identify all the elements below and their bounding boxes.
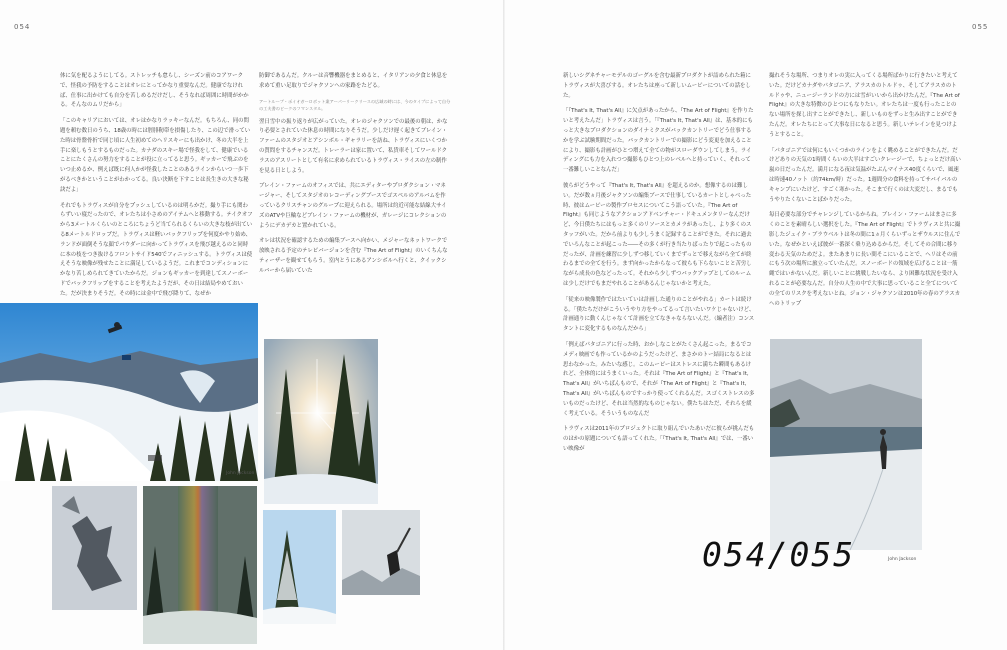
folio-right: 055 (972, 23, 989, 31)
paragraph: 防御であるんだ。クルーは音響機器をまとめると、イタリアンの夕食と休息を求めて重い足取りでジャクソンへの家路をたどる。 (259, 73, 448, 89)
photo-credit: John Jackson (888, 557, 917, 562)
paragraph: 体に気を配るようにしてる。ストレッチも怠らし、シーズン前のコアワークで、怪我の予防をすることはオレにとってかなり重要なんだ。健康でなければ、仕事に出かけても自分を苦しめるだけだし、そうなれば周囲に時間がかかる。そんなのムリだから」 (60, 73, 249, 109)
photo-snowy-tree (263, 510, 336, 624)
folio-left: 054 (14, 23, 31, 31)
paragraph: 毎日必要な部分でチャレンジしているからね。ブレイン・ファームはまさに多くのことを素晴らしい選択をした。『The Art of Flight』でトラヴィスと共に撮影したジェイク・ブラウベルトは冬の間に1ヵ月くらいずっとザウルスに住んでいた。なぜかといえば彼が一番深く乗り込めるからだ。そしてその合間に移り変わる天気のためだよ。またあまりに長い間そこにいることで、ヘリはその前にもう次の場所に旅立っていたんだ。スノーボードの領域を広げることは一筋縄ではいかないんだ。新しいことに挑戦したいなら、より困難な状況を受け入れることが必要なんだ。自分の人生の中で大事に思っていること全てについての全てのリスクを考えないとね。ジョン・ジャクソンは2010年の春のアラスカへのトリップ (769, 212, 961, 307)
paragraph: ブレイン・ファームのオフィスでは、共にエディターやプロダクション・マネージャー、そしてスタジオのレコーディングブースでゴスペルのアルバムを作っているクリスチャンのグループに迎えられる。場所は約近可能な結線大サイズのATVや巨輪などブレイン・ファームの機材が、ガレージにコレクションのようにデカデカと置かれている。 (259, 183, 447, 229)
left-column-2 (259, 72, 451, 304)
photo-lake-hiker (770, 339, 922, 562)
paragraph: 「このキャリアにおいては、オレはかなりラッキーなんだ。もちろん、同の問題を頼む数日のうち、18歳の時には脛腓靭帯を損傷したり、この辺で滑っていた時は骨盤骨折で同じ頃に人生初めてのヘリスキーにも出かけ、冬の大半を上手に楽しもうとするものだった。カナダのスキー場で怪我をして、健康でいることにたくさんの努力をすることが役に立ってると思う。ギッカーで飛ぶのをいつ止めるか、例えば既に何人かが怪我したことのあるラインからいつ一歩下がるべきかということがわかってる。良い決断を下すことは長生きの大きな秘訣だよ」 (60, 118, 251, 193)
paragraph: 新しいシグネチャーモデルのゴーグルを含む最新プロダクトが詰められた箱にトラヴィスが大喜びする。オレたちは座って新しいムービーについての話をした。 (563, 73, 751, 99)
photo-ski-jump (0, 303, 258, 481)
page-gutter (503, 0, 505, 650)
page-number-display: 054/055 (702, 535, 856, 574)
paragraph: 彼らがどうやって『That's It, That's All』を超えるのか。想像するのは難しい。だが数ヵ月後ジャクソンの編集ブースで仕事しているカートとしゃべった時、彼はムービーの製作プロセスについてこう語っていた。『The Art of Flight』も同じようなアクションアドベンチャー・ドキュメンタリーなんだけど、今日僕たちにはもっと多くのリソースとカメラがあったし、より多くのスタッフがいた。だから前よりも少しうまく記録することができた。それに過去でいろんなことが起こった――その多くが行き当たりばったりで起こったものだったが、計画を練習に少しずつ移していくまでずっとで移えながら全てが終わるまでの全てを行う。まず向かったからなって彼らも下らないことと苦労しながら成長の色などったって。それから少しずつバックアップとしてのルームは少しだけでもまだやれることがあるんじゃないかと考えた。 (563, 182, 752, 287)
paragraph: 撮れそうな場所、つまりオレの実に入ってくる場所ばかりに行きたいと考えていた。だけどカナダやパタゴニア、アラスカのトルドゥ、そしてアラスカのトルドゥや、ニュージーランドの方には雪がいいから出かけたんだ。『The Art of Flight』の大きな特徴のひとつにもなりたい。オレたちは一度も行ったことのない場所を探し出すことができたし、新しいものをずっと生み出すことができたんだ。オレたちにとって大事な日になると思う。新しいテレインを見つけようとすること。 (769, 73, 960, 138)
paragraph: 「『That's It, That's All』に欠点があったから、『The Art of Flight』を作りたいと考えたんだ」トラヴィスは言う。「『That's It, That's All』は、基本的にもっと大きなプロダクションのダイナミクスがバックカントリーでどう仕事するかを学ぶ試験期間だった。バックカントリーでの撮影にどう変更を加えることにより、撮影も計画がひとつ増えて全ての物がスローダウンしてしまう。ライディングにも力を入れつつ撮影もひとつ上のレベルへと持っていく、それって一番難しいことなんだ」 (563, 108, 754, 174)
right-column-1 (563, 72, 755, 584)
paragraph: オレは状況を確認するための編集ブースへ向かい、メジャーなネットワークで放映される予定のテレビバージョンを含む『The Art of Flight』のいくちんなティーザーを観せてもらう。室内とうにあるアンシボルへ行くと、クイックシルバーから届いていた (259, 238, 448, 274)
photo-shadow-snow (52, 486, 137, 610)
paragraph: 「例えばパタゴニアに行った時、おかしなことがたくさん起こった。まるでコメディ映画でも作っているかのようだったけど、まさかのトー結局になるとは思わなかった。みたいな感じ。このムービーはストレスに満ちた瞬間もあるけれど、全体的にはうまくいった。それは『The Art of Flight』と『That's It, That's All』がいちばんもので、それが『The Art of Flight』と『That's It, That's All』がいちばんものですっかり使ってくれるんだ。スゴくストレスの多いものだったけど、それは当然的なものじゃない。僕たちはただ、それらを緩く考えている。そういうものなんだ (563, 341, 755, 417)
paragraph: 「パタゴニアでは何にもいくつかのラインをよく眺めることができたんだ。だけどありの天気の1時間くらいの大半はすごいクレージーで、ちょっとだけ高い嵐の日だったんだ。満月になる夜は気温がたぶんマイナス40度くらいで、風速は時速40ノット（約74km/時）だった。1週間分の食料を持ってサバイバルのキャンプにいたけど、すごく寒かった。そこまで行くのは大変だし、まるでもうやりたくないことばかりだった。 (769, 147, 961, 203)
photo-rider-snowfall (342, 510, 420, 595)
right-column-2 (769, 72, 961, 334)
paragraph: 「従来の映像製作ではたいていは計画した通りのことがやれる」カートは続ける。「僕たちだけがこういうやり方をやってるって言いたいワケじゃないけど、計画通りに動くんじゃなくて計画を立てなきゃならないんだ。（編者注）コンスタントに変化するものなんだから」 (563, 296, 755, 333)
paragraph: それでもトラヴィスが自分をプッシュしているのは明らかだ。撮り手にも関わらずいい寝だったので、オレたちは小さめのアイテムへと移動する。テイクオフから3メートルくらいのところにちょうど当てられるくらいの大きな枝が出ている8メートルドロップだ。トラヴィスは軽いバックフリップを何度かやり始め、ランドが面倒そうな顔でパウダーに向かってトラヴィスを飛び越えるのと同時に本の枝をつき抜けるフロントサイド540でフィニッシュする。トラヴィスは使えそうな映像が残せたことに満足しているようだ。これまでコンディションにかなり苦しめられてきていたからだ。ジョンもギッカーを到達してスノーボードでバックフリップをすることを考えたようだが、その日は結局やめておいた。だが決まりそうだ。その時には金中で飛び降りて、なぜか (60, 202, 253, 297)
sidebar-note: アートループ・ポイオガーロボット業アーパーリークリースの広域の時には、今のタイプによって自分の工夫書のピークのフマンスタル。 (259, 98, 451, 111)
paragraph: 翌日雪中の振り返りが広がっていた。オレのジャクソンでの最後の朝は、かなり必要とされていた休息の時間になりそうだ。少しだけ遅く起きてブレイン・ファームのスタジオとアシンボル・ギャラリーを訪ね、トラヴィスにいくつかの質問をするチャンスだ。トレーラーは家に置いて、私貨車そしてワールドクラスのアスリートとして有名に求められているトラヴィス・ライスの左の制作を見る日としよう。 (259, 118, 448, 174)
photo-rainbow-forest (143, 486, 257, 644)
paragraph: トラヴィスは2011年のプロジェクトに取り組んでいたあいだに彼らが挑んだものはかの原題についても語ってくれた。「『That's It, That's All』では、一番いい映像が (563, 426, 755, 452)
photo-sunburst-trees (264, 339, 378, 504)
photo-credit: John Jackson (226, 471, 255, 476)
left-column-1 (60, 72, 253, 304)
